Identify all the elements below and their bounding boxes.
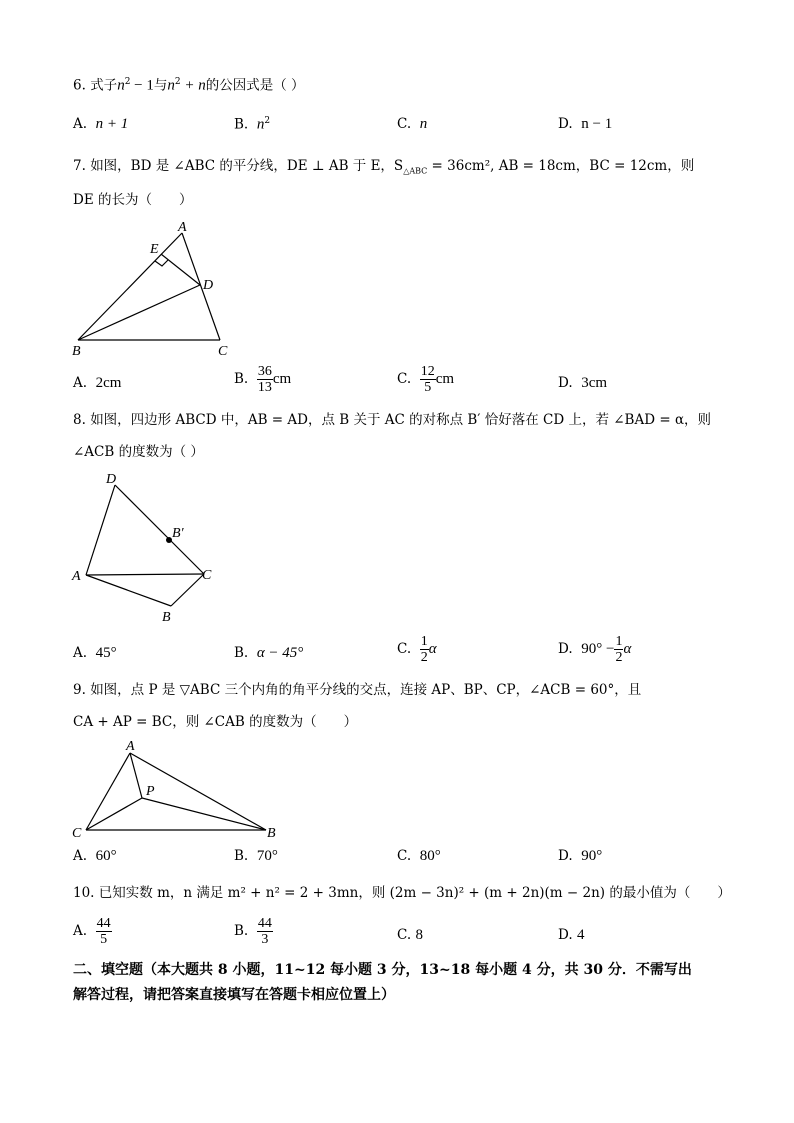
q6-option-a bbox=[73, 116, 128, 133]
section-2-heading-line2: 解答过程，请把答案直接填写在答题卡相应位置上） bbox=[73, 987, 395, 1003]
label-p: P bbox=[146, 784, 155, 799]
fraction bbox=[420, 364, 436, 395]
segment-ac bbox=[86, 574, 204, 575]
segment-da bbox=[86, 485, 115, 575]
question-7-line2: DE 的长为（ ） bbox=[73, 192, 193, 208]
question-8-line2: ∠ACB 的度数为（ ） bbox=[73, 444, 204, 460]
q9-option-a bbox=[73, 848, 117, 865]
option-label: A. bbox=[73, 116, 88, 132]
stem-text: 与 bbox=[153, 77, 168, 94]
segment-ap bbox=[130, 753, 142, 798]
option-text: 3cm bbox=[581, 375, 608, 391]
q6-option-b bbox=[234, 116, 270, 134]
option-label: A. bbox=[73, 645, 88, 661]
option-label: B. bbox=[234, 371, 249, 387]
option-label: B. bbox=[234, 923, 249, 939]
math-sup: 2 bbox=[264, 116, 271, 126]
question-9-line1 bbox=[73, 680, 641, 700]
option-text: 60° bbox=[95, 848, 117, 864]
option-label: C. bbox=[397, 927, 412, 943]
question-7-line1 bbox=[73, 156, 694, 182]
option-label: C. bbox=[397, 848, 412, 864]
q10-option-c bbox=[397, 927, 423, 944]
option-label: B. bbox=[234, 848, 249, 864]
stem-text: 如图，BD 是 ∠ABC 的平分线，DE ⊥ AB 于 E，S bbox=[90, 158, 404, 174]
segment-bp bbox=[142, 798, 266, 830]
stem-text: 的公因式是（ ） bbox=[205, 77, 305, 94]
q8-figure bbox=[60, 465, 235, 630]
label-a: A bbox=[126, 739, 135, 754]
q8-option-b bbox=[234, 645, 303, 662]
question-8-line1 bbox=[73, 410, 711, 430]
math-text: − 1 bbox=[130, 77, 154, 94]
q10-option-d bbox=[558, 927, 584, 944]
denominator: 2 bbox=[420, 650, 428, 665]
option-text: 70° bbox=[256, 848, 278, 864]
option-text: n bbox=[419, 116, 428, 132]
segment-dc bbox=[115, 485, 204, 574]
question-9-line2: CA + AP = BC，则 ∠CAB 的度数为（ ） bbox=[73, 714, 358, 730]
denominator: 5 bbox=[100, 932, 108, 947]
option-label: C. bbox=[397, 371, 412, 387]
numerator: 44 bbox=[96, 916, 111, 931]
q7-option-d bbox=[558, 375, 607, 392]
denominator: 5 bbox=[424, 380, 432, 395]
q7-option-c bbox=[397, 364, 454, 395]
segment-ab bbox=[86, 575, 171, 606]
option-label: A. bbox=[73, 923, 88, 939]
numerator: 44 bbox=[257, 916, 272, 931]
label-d: D bbox=[106, 472, 117, 487]
math-var: n bbox=[117, 77, 125, 94]
option-label: C. bbox=[397, 116, 412, 132]
stem-text: 如图，四边形 ABCD 中，AB = AD，点 B 关于 AC 的对称点 B′ 恰好落在 CD 上，若 ∠BAD = α，则 bbox=[90, 412, 712, 428]
q6-option-c bbox=[397, 116, 427, 133]
q7-figure bbox=[60, 215, 240, 360]
q10-option-a bbox=[73, 916, 112, 947]
fraction bbox=[96, 916, 112, 947]
q9-option-b bbox=[234, 848, 278, 865]
option-text: 4 bbox=[576, 927, 585, 943]
segment-bd bbox=[78, 285, 200, 340]
option-text: 45° bbox=[95, 645, 117, 661]
denominator: 2 bbox=[615, 650, 623, 665]
unit-text: cm bbox=[272, 371, 292, 387]
q9-figure bbox=[60, 733, 290, 841]
option-label: D. bbox=[558, 927, 573, 943]
option-label: D. bbox=[558, 375, 573, 391]
question-10-line1 bbox=[73, 883, 731, 903]
question-number: 10. bbox=[73, 885, 95, 901]
label-c: C bbox=[202, 568, 212, 583]
option-label: D. bbox=[558, 116, 573, 132]
segment-ac bbox=[182, 233, 220, 340]
segment-de bbox=[161, 254, 200, 285]
question-number: 9. bbox=[73, 682, 86, 698]
question-number: 6. bbox=[73, 77, 86, 94]
label-d: D bbox=[203, 278, 214, 293]
q8-option-a bbox=[73, 645, 117, 662]
segment-cp bbox=[86, 798, 142, 830]
q8-option-d bbox=[558, 634, 631, 665]
option-text: 80° bbox=[419, 848, 441, 864]
label-c: C bbox=[218, 344, 228, 359]
math-var: α bbox=[428, 641, 437, 657]
segment-ba bbox=[78, 233, 182, 340]
stem-text: 已知实数 m，n 满足 m² + n² = 2 + 3mn，则 (2m − 3n)² + (m + 2n)(m − 2n) 的最小值为（ ） bbox=[98, 885, 731, 901]
label-b-prime: B′ bbox=[172, 526, 184, 541]
unit-text: cm bbox=[435, 371, 455, 387]
option-text: n + 1 bbox=[95, 116, 129, 132]
math-text: + n bbox=[180, 77, 206, 94]
numerator: 12 bbox=[420, 364, 435, 379]
option-text: 2cm bbox=[95, 375, 122, 391]
numerator: 1 bbox=[420, 634, 428, 649]
fraction bbox=[420, 634, 429, 665]
q8-option-c bbox=[397, 634, 437, 665]
math-text: 90° − bbox=[581, 641, 615, 657]
q7-option-b bbox=[234, 364, 291, 395]
question-6-stem bbox=[73, 72, 305, 96]
label-a: A bbox=[178, 220, 187, 235]
option-label: A. bbox=[73, 848, 88, 864]
q10-option-b bbox=[234, 916, 273, 947]
option-text: n bbox=[256, 116, 265, 133]
denominator: 3 bbox=[261, 932, 269, 947]
q9-option-d bbox=[558, 848, 602, 865]
math-var: α bbox=[623, 641, 632, 657]
fraction bbox=[257, 916, 273, 947]
fraction bbox=[257, 364, 273, 395]
numerator: 36 bbox=[257, 364, 272, 379]
stem-text: 如图，点 P 是 ▽ABC 三个内角的角平分线的交点，连接 AP、BP、CP，∠ACB = 60°，且 bbox=[90, 682, 642, 698]
segment-bc bbox=[171, 574, 204, 606]
option-label: B. bbox=[234, 645, 249, 661]
question-number: 8. bbox=[73, 412, 86, 428]
option-label: B. bbox=[234, 116, 249, 133]
label-b: B bbox=[162, 610, 171, 625]
option-label: D. bbox=[558, 848, 573, 864]
question-number: 7. bbox=[73, 158, 86, 174]
right-angle-mark bbox=[155, 260, 168, 266]
label-b: B bbox=[72, 344, 81, 359]
q9-option-c bbox=[397, 848, 441, 865]
stem-text: = 36cm², AB = 18cm，BC = 12cm，则 bbox=[427, 158, 695, 174]
option-label: C. bbox=[397, 641, 412, 657]
label-e: E bbox=[150, 242, 159, 257]
option-text: 8 bbox=[415, 927, 423, 943]
denominator: 13 bbox=[257, 380, 272, 395]
math-sup: 2 bbox=[174, 77, 181, 87]
option-text: 90° bbox=[581, 848, 603, 864]
label-c: C bbox=[72, 826, 82, 841]
segment-ac bbox=[86, 753, 130, 830]
option-text: α − 45° bbox=[256, 645, 304, 661]
option-text: n − 1 bbox=[581, 116, 613, 132]
option-label: A. bbox=[73, 375, 88, 391]
stem-text: 式子 bbox=[90, 77, 118, 94]
math-sub: △ABC bbox=[403, 166, 428, 176]
section-2-heading-line1: 二、填空题（本大题共 8 小题，11~12 每小题 3 分，13~18 每小题 4 分，共 30 分．不需写出 bbox=[73, 962, 692, 978]
q6-option-d bbox=[558, 116, 612, 133]
numerator: 1 bbox=[615, 634, 623, 649]
math-sup: 2 bbox=[124, 77, 131, 87]
label-a: A bbox=[72, 569, 81, 584]
label-b: B bbox=[267, 826, 276, 841]
math-var: n bbox=[167, 77, 175, 94]
option-label: D. bbox=[558, 641, 573, 657]
q7-option-a bbox=[73, 375, 121, 392]
